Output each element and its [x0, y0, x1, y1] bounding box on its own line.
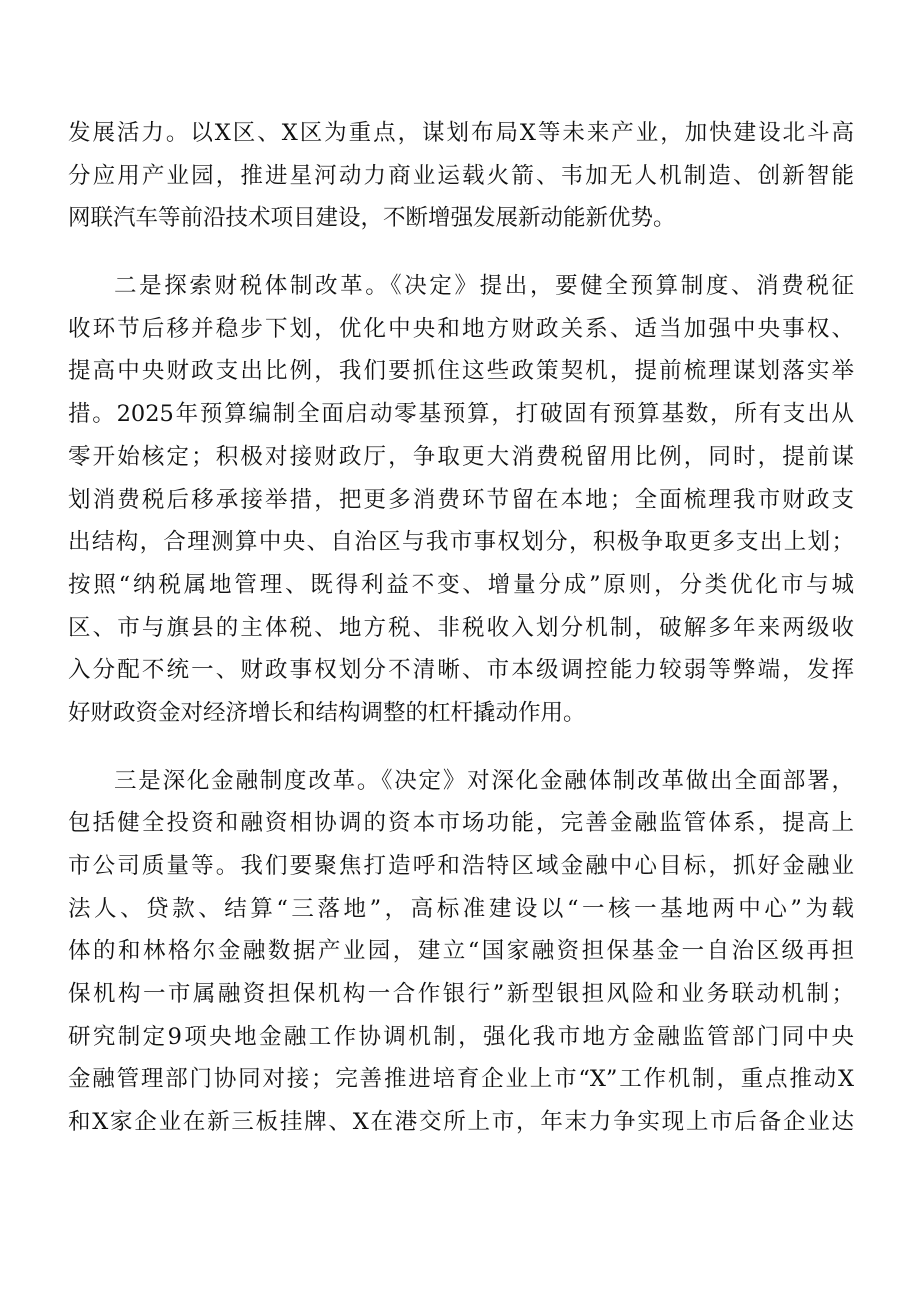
paragraph-development-vitality: [68, 112, 854, 240]
text-line: 好财政资金对经济增长和结构调整的杠杆撬动作用。: [68, 699, 586, 726]
text-line: 按照“纳税属地管理、既得利益不变、增量分成”原则，分类优化市与城: [68, 571, 854, 598]
text-line: 零开始核定；积极对接财政厅，争取更大消费税留用比例，同时，提前谋: [68, 443, 854, 470]
text-line: 三是深化金融制度改革。《决定》对深化金融体制改革做出全面部署，: [114, 767, 854, 794]
document-body: [68, 112, 854, 1144]
text-line: 划消费税后移承接举措，把更多消费环节留在本地；全面梳理我市财政支: [68, 486, 854, 513]
text-line: 收环节后移并稳步下划，优化中央和地方财政关系、适当加强中央事权、: [68, 315, 854, 342]
text-line: 保机构一市属融资担保机构一合作银行”新型银担风险和业务联动机制；: [68, 981, 854, 1008]
text-line: 市公司质量等。我们要聚焦打造呼和浩特区域金融中心目标，抓好金融业: [68, 853, 854, 879]
text-line: 出结构，合理测算中央、自治区与我市事权划分，积极争取更多支出上划；: [68, 529, 854, 556]
text-line: 网联汽车等前沿技术项目建设，不断增强发展新动能新优势。: [68, 205, 676, 232]
paragraph-spacer: [68, 240, 854, 265]
text-line: 区、市与旗县的主体税、地方税、非税收入划分机制，破解多年来两级收: [68, 614, 854, 641]
text-line: 发展活力。以X区、X区为重点，谋划布局X等未来产业，加快建设北斗高: [68, 120, 854, 146]
text-line: 措。2025年预算编制全面启动零基预算，打破固有预算基数，所有支出从: [68, 401, 854, 428]
text-line: 二是探索财税体制改革。《决定》提出，要健全预算制度、消费税征: [114, 273, 854, 300]
paragraph-financial-reform: [68, 760, 854, 1144]
text-line: 体的和林格尔金融数据产业园，建立“国家融资担保基金一自治区级再担: [68, 938, 854, 965]
text-line: 提高中央财政支出比例，我们要抓住这些政策契机，提前梳理谋划落实举: [68, 358, 854, 385]
text-line: 和X家企业在新三板挂牌、X在港交所上市，年末力争实现上市后备企业达: [68, 1109, 854, 1136]
text-line: 研究制定9项央地金融工作协调机制，强化我市地方金融监管部门同中央: [68, 1023, 854, 1050]
text-line: 包括健全投资和融资相协调的资本市场功能，完善金融监管体系，提高上: [68, 810, 854, 837]
paragraph-spacer: [68, 735, 854, 760]
text-line: 法人、贷款、结算“三落地”，高标准建设以“一核一基地两中心”为载: [68, 895, 854, 922]
text-line: 入分配不统一、财政事权划分不清晰、市本级调控能力较弱等弊端，发挥: [68, 657, 854, 684]
paragraph-fiscal-tax-reform: [68, 265, 854, 735]
text-line: 分应用产业园，推进星河动力商业运载火箭、韦加无人机制造、创新智能: [68, 162, 854, 189]
text-line: 金融管理部门协同对接；完善推进培育企业上市“X”工作机制，重点推动X: [68, 1066, 854, 1093]
